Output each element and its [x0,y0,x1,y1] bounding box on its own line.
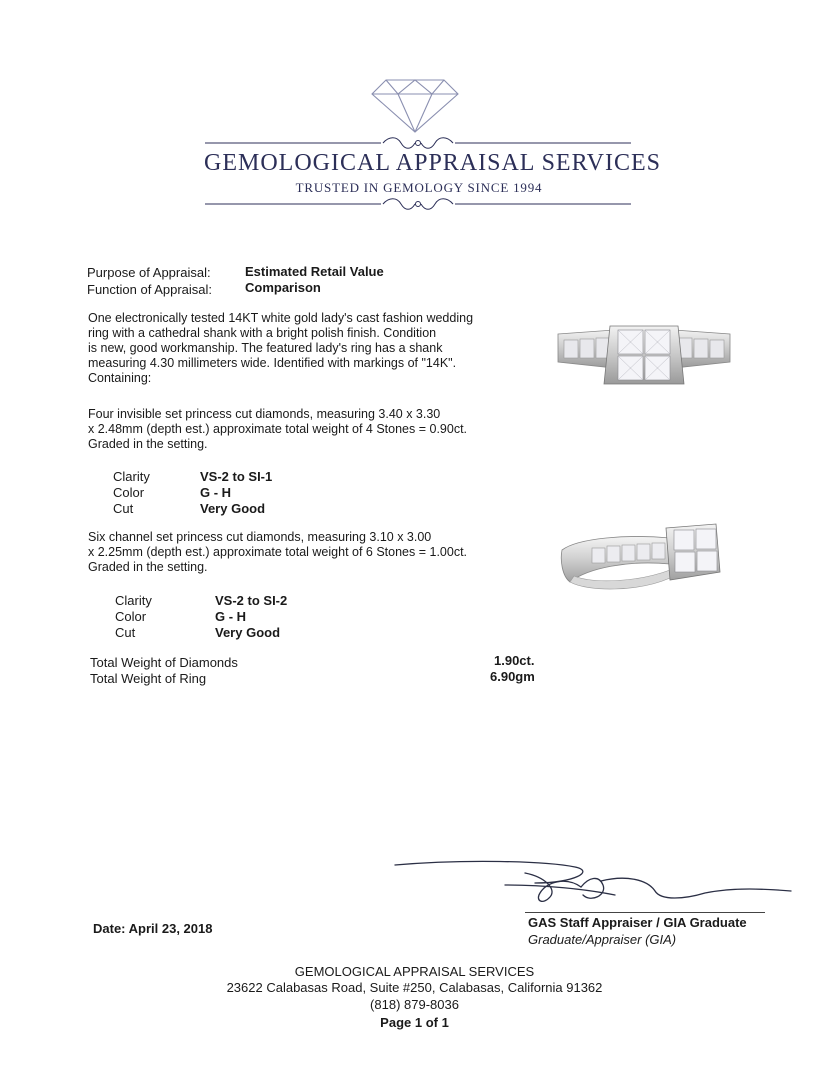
page-number: Page 1 of 1 [380,1015,449,1030]
grade-value: Very Good [215,625,281,640]
grade-row [113,485,272,501]
stones-group-1-description [88,407,467,452]
stones-line: Graded in the setting. [88,437,208,451]
grade-value: VS-2 to SI-1 [200,469,273,484]
stones-group-1-grades [113,469,272,517]
grade-value: VS-2 to SI-2 [215,593,288,608]
stones-line: x 2.25mm (depth est.) approximate total weight of 6 Stones = 1.00ct. [88,545,468,559]
grade-row [115,609,287,625]
stones-line: Four invisible set princess cut diamonds, measuring 3.40 x 3.30 [88,407,441,421]
stones-line: x 2.48mm (depth est.) approximate total weight of 4 Stones = 0.90ct. [88,422,468,436]
flourish-ornament-icon [205,136,631,150]
appraiser-subtitle: Graduate/Appraiser (GIA) [528,932,677,947]
ring-side-photo [558,520,724,596]
signature-line [525,912,765,913]
grade-label: Cut [113,501,134,516]
footer-phone: (818) 879-8036 [370,997,459,1012]
function-value: Comparison [245,280,321,295]
description-line: measuring 4.30 millimeters wide. Identified with markings of "14K". [88,356,457,370]
total-diamonds-label: Total Weight of Diamonds [90,655,238,670]
flourish-ornament-icon [205,196,631,212]
grade-label: Clarity [113,469,150,484]
description-line: Containing: [88,371,152,385]
grade-value: G - H [200,485,232,500]
appraiser-signature [385,855,795,917]
company-tagline: TRUSTED IN GEMOLOGY SINCE 1994 [295,180,543,195]
function-label: Function of Appraisal: [87,282,213,297]
grade-value: G - H [215,609,247,624]
purpose-label: Purpose of Appraisal: [87,265,211,280]
grade-row [115,625,287,641]
stones-line: Six channel set princess cut diamonds, measuring 3.10 x 3.00 [88,530,432,544]
grade-row [113,501,272,517]
grade-row [115,593,287,609]
description-line: One electronically tested 14KT white gold lady's cast fashion wedding [88,311,474,325]
stones-line: Graded in the setting. [88,560,208,574]
appraiser-title: GAS Staff Appraiser / GIA Graduate [528,915,747,930]
grade-label: Color [115,609,147,624]
ring-front-photo [556,312,732,392]
description-line: is new, good workmanship. The featured lady's ring has a shank [88,341,443,355]
appraisal-date: Date: April 23, 2018 [93,921,213,936]
total-diamonds-value: 1.90ct. [494,653,535,668]
stones-group-2-grades [115,593,287,641]
grade-label: Color [113,485,145,500]
total-ring-label: Total Weight of Ring [90,671,207,686]
stones-group-2-description [88,530,467,575]
total-ring-value: 6.90gm [490,669,535,684]
grade-row [113,469,272,485]
grade-label: Cut [115,625,136,640]
purpose-value: Estimated Retail Value [245,264,384,279]
ring-description [88,311,473,386]
footer-company: GEMOLOGICAL APPRAISAL SERVICES [294,964,535,979]
company-name: GEMOLOGICAL APPRAISAL SERVICES [204,150,662,176]
diamond-logo-icon [370,78,460,134]
description-line: ring with a cathedral shank with a bright polish finish. Condition [88,326,437,340]
grade-value: Very Good [200,501,266,516]
footer-address: 23622 Calabasas Road, Suite #250, Calabasas, California 91362 [226,980,603,995]
grade-label: Clarity [115,593,152,608]
